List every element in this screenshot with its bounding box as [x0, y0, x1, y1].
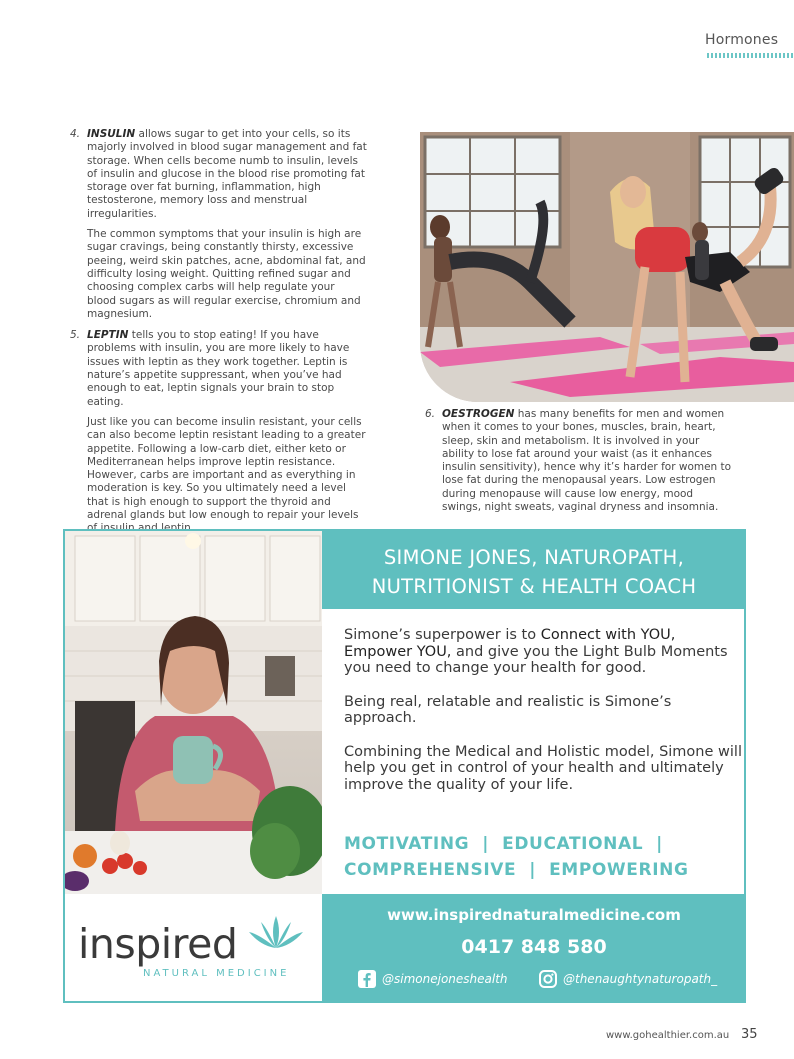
logo-tagline: NATURAL MEDICINE	[143, 968, 290, 979]
ad-phone-number[interactable]: 0417 848 580	[461, 936, 607, 958]
ad-intro-c: and give you the Light Bulb Moments you need to change your health for good.	[344, 643, 728, 676]
ad-title	[322, 531, 746, 609]
exercise-illustration	[420, 132, 794, 402]
item-number: 4.	[70, 128, 81, 140]
list-item-leptin	[70, 329, 367, 409]
section-tag: Hormones	[705, 32, 779, 48]
item-text: allows sugar to get into your cells, so its majorly involved in blood sugar management and fat storage. When cells become numb to insulin, levels of insulin and glucose in the blood rise promoting fat storage over fat burning, inflammation, high testosterone, memory loss and menstrual irregularities.	[87, 128, 367, 220]
right-article-column	[425, 408, 732, 521]
item-term: OESTROGEN	[442, 408, 515, 420]
ad-body	[344, 627, 744, 810]
ad-approach: Being real, relatable and realistic is Simone’s approach.	[344, 693, 672, 726]
tagline-line2: COMPREHENSIVE | EMPOWERING	[344, 860, 689, 880]
ad-intro-a: Simone’s superpower is to	[344, 627, 541, 643]
section-divider	[707, 53, 793, 58]
item-number: 6.	[425, 408, 436, 420]
item-term: LEPTIN	[87, 329, 129, 342]
simone-photo	[65, 531, 322, 894]
ad-tagline	[344, 831, 734, 883]
logo	[65, 894, 322, 1001]
simone-illustration	[65, 531, 322, 894]
item-text: tells you to stop eating! If you have problems with insulin, you are more likely to have issues with leptin as they work together. Leptin is nature’s appetite suppressant, when you’ve had enough to eat, leptin signals your brain to stop eating.	[87, 329, 350, 408]
item-paragraph: The common symptoms that your insulin is high are sugar cravings, being constantly thirsty, excessive peeing, weird skin patches, acne, abdominal fat, and difficulty losing weight. Quitting refined sugar and choosing complex carbs will help regulate your blood sugars as will regular exercise, chromium and magnesium.	[87, 228, 366, 320]
facebook-icon	[358, 970, 376, 988]
ad-title-line1: SIMONE JONES, NATUROPATH,	[383, 546, 685, 569]
item-paragraph: Just like you can become insulin resistant, your cells can also become leptin resistant leading to a greater appetite. Following a low-carb diet, either keto or Mediterranean helps improve leptin resistance. However, carbs are important and as everything in moderation is key. So you ultimately need a level that is high enough to support the thyroid and adrenal glands but low enough to repair your levels	[87, 415, 366, 522]
instagram-handle[interactable]	[539, 970, 717, 988]
instagram-icon	[539, 970, 557, 988]
exercise-photo	[420, 132, 794, 402]
ad-website-link[interactable]: www.inspirednaturalmedicine.com	[387, 906, 681, 924]
item-number: 5.	[70, 329, 81, 342]
ad-intro-b: Connect with YOU, Empower YOU,	[344, 627, 676, 660]
list-item-insulin	[70, 128, 367, 221]
ad-title-line2: NUTRITIONIST & HEALTH COACH	[371, 575, 697, 598]
tagline-line1: MOTIVATING | EDUCATIONAL |	[344, 834, 663, 854]
ad-intro	[344, 627, 744, 677]
left-article-column	[70, 128, 367, 544]
facebook-handle[interactable]	[358, 970, 508, 988]
logo-wordmark: inspired	[78, 920, 238, 968]
facebook-handle-text: @simonejoneshealth	[382, 972, 508, 986]
advertisement	[63, 529, 746, 1003]
ad-model: Combining the Medical and Holistic model, Simone will help you get in control of your health and ultimately improve the quality of your life.	[344, 743, 742, 793]
ad-contact-bar	[322, 894, 746, 1001]
footer-url[interactable]: www.gohealthier.com.au	[606, 1030, 730, 1041]
instagram-handle-text: @thenaughtynaturopath_	[563, 972, 718, 986]
page-number: 35	[741, 1027, 758, 1042]
lotus-icon	[245, 914, 307, 952]
item-term: INSULIN	[87, 128, 136, 140]
list-item-oestrogen	[425, 408, 732, 514]
item-text: has many benefits for men and women when it comes to your bones, muscles, brain, heart, sleep, skin and metabolism. It is involved in your ability to lose fat around your waist (as it enhances insulin sensitivity), hence why it’s harder for women to lose fat during the menopausal years. Low estrogen during menopause will cause low energy, mood swings, night sweats, vaginal dryness and insomnia.	[442, 408, 732, 514]
